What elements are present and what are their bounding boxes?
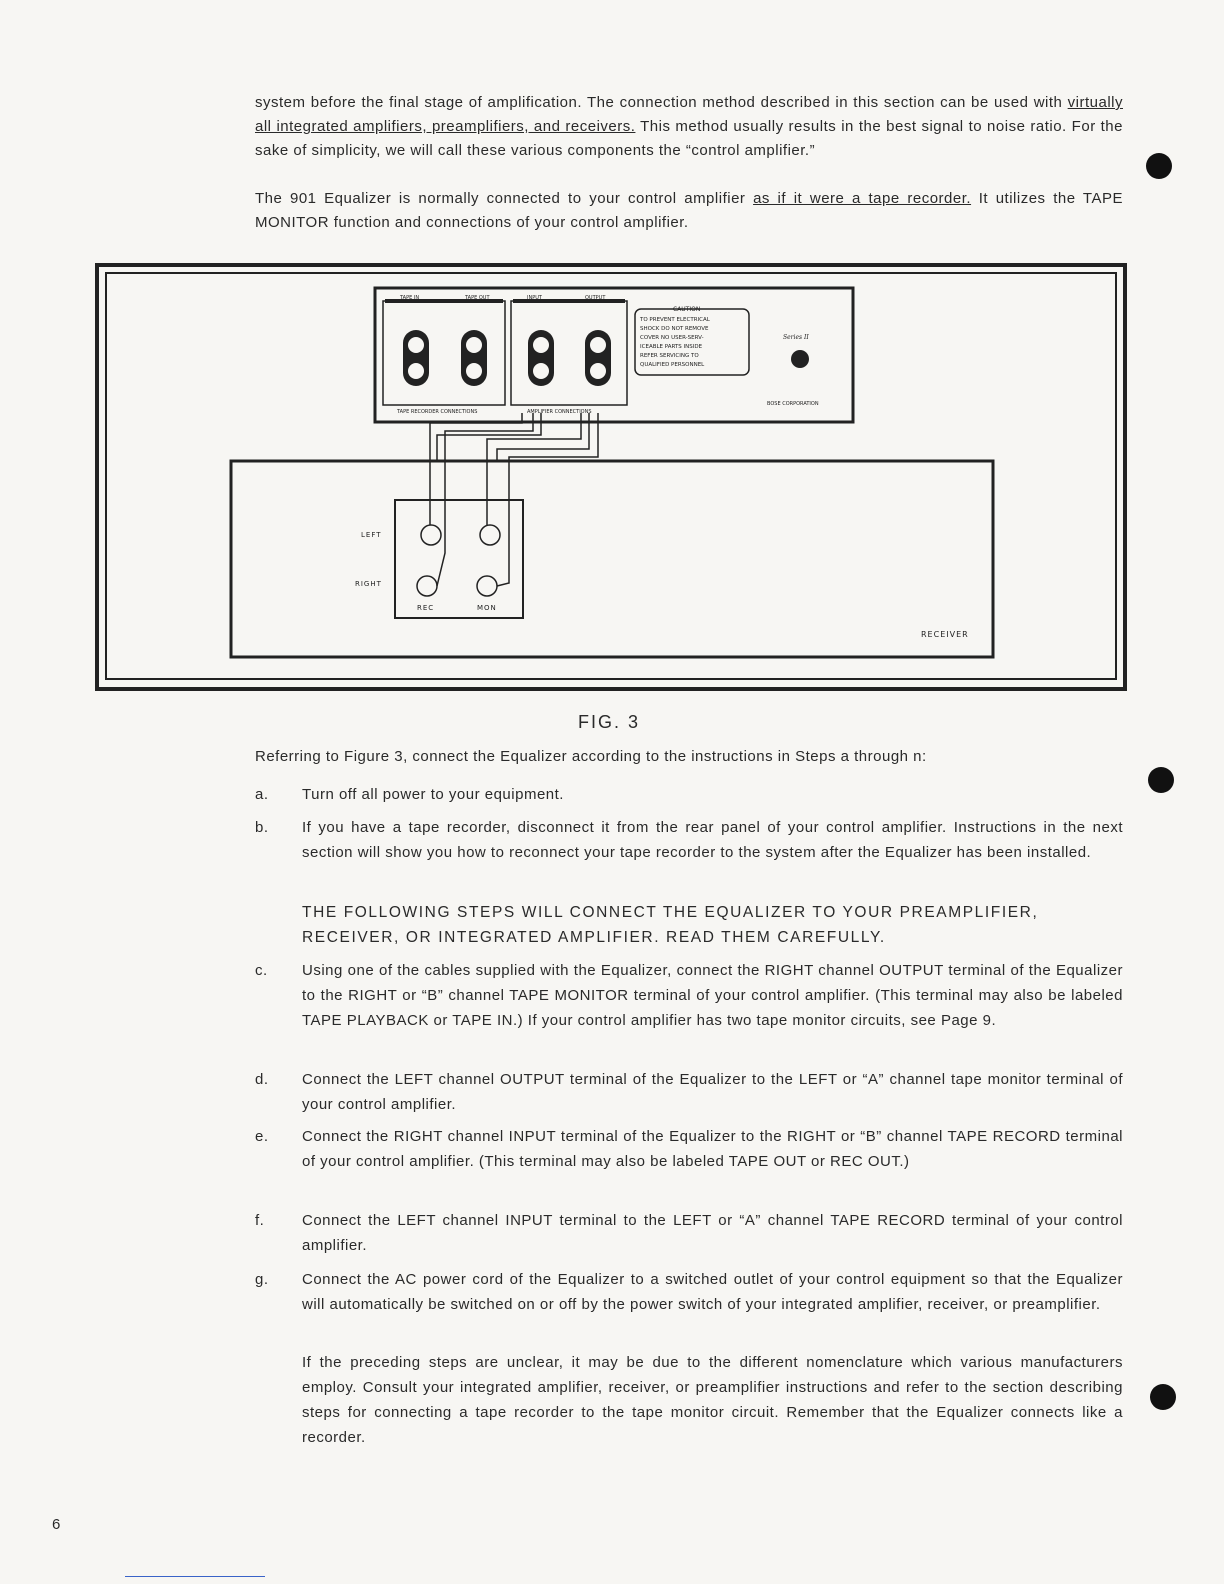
output-jacks — [585, 330, 611, 386]
figure-3-diagram — [95, 263, 1129, 693]
step-text: If you have a tape recorder, disconnect it from the rear panel of your control amplifier. Instructions in the next section will show you how to reconnect your tape recorder to the system after the Equalizer has been installed. — [302, 819, 1123, 861]
caution-title: CAUTION — [673, 306, 701, 313]
step-label: c. — [255, 962, 268, 979]
step-label: b. — [255, 819, 269, 836]
tape-out-jacks — [461, 330, 487, 386]
amplifier-connections-label: AMPLIFIER CONNECTIONS — [527, 409, 592, 415]
caution-line-4: ICEABLE PARTS INSIDE — [640, 344, 703, 350]
step-e — [255, 1124, 1123, 1174]
step-label: a. — [255, 786, 269, 803]
step-a — [255, 782, 1123, 807]
caution-line-1: TO PREVENT ELECTRICAL — [640, 317, 710, 323]
closing-text: If the preceding steps are unclear, it may be due to the different nomenclature which various manufacturers employ. Consult your integrated amplifier, receiver, or preamplifier instructions and refer to the section describing steps for connecting a tape recorder to the tape monitor circuit. Remember that the Equalizer connects like a recorder. — [302, 1354, 1123, 1446]
input-jacks — [528, 330, 554, 386]
footer-rule — [125, 1576, 265, 1577]
step-text: Using one of the cables supplied with the Equalizer, connect the RIGHT channel OUTPUT terminal of the Equalizer to the RIGHT or “B” channel TAPE MONITOR terminal of your control amplifier. (This terminal may also be labeled TAPE PLAYBACK or TAPE IN.) If your control amplifier has two tape monitor circuits, see Page 9. — [302, 962, 1123, 1029]
step-b — [255, 815, 1123, 865]
binder-hole-3 — [1150, 1384, 1176, 1410]
step-d — [255, 1067, 1123, 1117]
step-f — [255, 1208, 1123, 1258]
receiver-jack-panel — [395, 500, 523, 618]
tape-recorder-connections-label: TAPE RECORDER CONNECTIONS — [397, 409, 478, 415]
step-text: Connect the AC power cord of the Equalizer to a switched outlet of your control equipment so that the Equalizer will automatically be switched on or off by the power switch of your integrated amplifier, receiver, or preamplifier. — [302, 1271, 1123, 1313]
step-label: g. — [255, 1271, 269, 1288]
tape-out-label: TAPE OUT — [465, 295, 490, 301]
intro-paragraph: system before the final stage of amplification. The connection method described in this section can be used with virtually all integrated amplifiers, preamplifiers, and receivers. This method usually results in the best signal to noise ratio. For the sake of simplicity, we will call these various components the “control amplifier.” — [255, 94, 1123, 159]
referring-paragraph: Referring to Figure 3, connect the Equalizer according to the instructions in Steps a through n: — [255, 748, 927, 765]
step-text: Turn off all power to your equipment. — [302, 786, 564, 803]
mon-left-jack — [480, 525, 500, 545]
company-label: BOSE CORPORATION — [767, 401, 819, 407]
receiver-label: RECEIVER — [921, 630, 969, 639]
rec-label: REC — [417, 604, 435, 612]
left-channel-label: LEFT — [361, 531, 382, 539]
tape-in-label: TAPE IN — [400, 295, 420, 301]
caution-line-5: REFER SERVICING TO — [640, 353, 699, 359]
step-label: f. — [255, 1212, 265, 1229]
step-text: Connect the LEFT channel INPUT terminal to the LEFT or “A” channel TAPE RECORD terminal of your control amplifier. — [302, 1212, 1123, 1254]
step-label: d. — [255, 1071, 269, 1088]
mon-label: MON — [477, 604, 497, 612]
step-text: Connect the RIGHT channel INPUT terminal of the Equalizer to the RIGHT or “B” channel TAPE RECORD terminal of your control amplifier. (This terminal may also be labeled TAPE OUT or REC OUT.) — [302, 1128, 1123, 1170]
step-label: e. — [255, 1128, 269, 1145]
step-c — [255, 958, 1123, 1033]
page-number: 6 — [52, 1516, 61, 1533]
caution-note: THE FOLLOWING STEPS WILL CONNECT THE EQUALIZER TO YOUR PREAMPLIFIER, RECEIVER, OR INTEGRATED AMPLIFIER. READ THEM CAREFULLY. — [302, 904, 1039, 946]
input-label: INPUT — [527, 295, 542, 301]
power-indicator — [791, 350, 809, 368]
caution-line-6: QUALIFIED PERSONNEL — [640, 362, 705, 368]
tape-monitor-paragraph: The 901 Equalizer is normally connected to your control amplifier as if it were a tape recorder. It utilizes the TAPE MONITOR function and connections of your control amplifier. — [255, 190, 1123, 231]
figure-caption: FIG. 3 — [578, 712, 641, 732]
rec-right-jack — [417, 576, 437, 596]
series-label: Series II — [783, 334, 809, 341]
binder-hole-2 — [1148, 767, 1174, 793]
tape-in-jacks — [403, 330, 429, 386]
caution-line-3: COVER NO USER-SERV- — [640, 335, 704, 341]
output-label: OUTPUT — [585, 295, 606, 301]
closing-paragraph — [255, 1350, 1123, 1450]
equalizer-rear-panel — [375, 288, 853, 422]
mon-right-jack — [477, 576, 497, 596]
step-text: Connect the LEFT channel OUTPUT terminal of the Equalizer to the LEFT or “A” channel tape monitor terminal of your control amplifier. — [302, 1071, 1123, 1113]
right-channel-label: RIGHT — [355, 580, 382, 588]
rec-left-jack — [421, 525, 441, 545]
receiver-box — [231, 461, 993, 657]
caution-line-2: SHOCK DO NOT REMOVE — [640, 326, 709, 332]
step-g — [255, 1267, 1123, 1317]
binder-hole-1 — [1146, 153, 1172, 179]
